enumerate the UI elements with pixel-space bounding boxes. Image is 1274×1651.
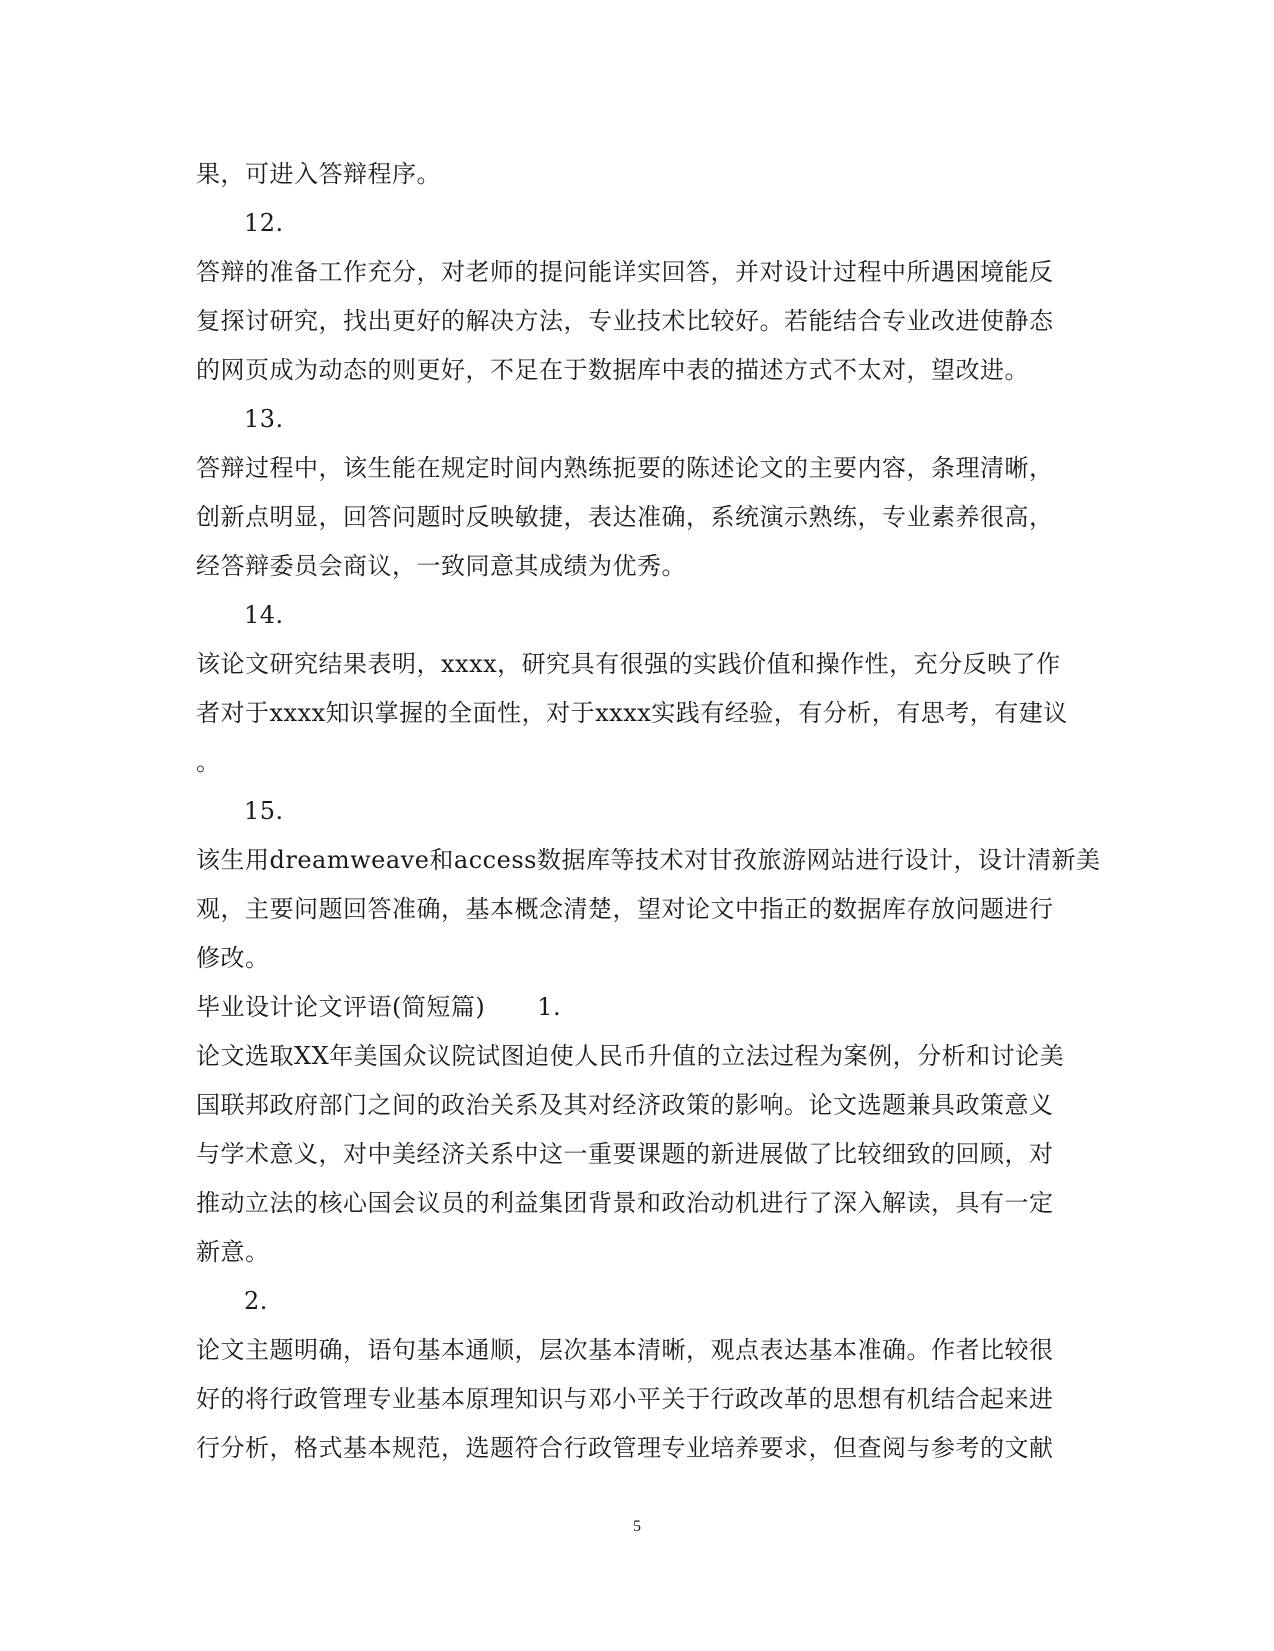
item-number-2: 2. — [244, 1287, 268, 1315]
text-line: 好的将行政管理专业基本原理知识与邓小平关于行政改革的思想有机结合起来进 — [196, 1385, 1054, 1413]
text-line: 答辩的准备工作充分，对老师的提问能详实回答，并对设计过程中所遇困境能反 — [196, 258, 1054, 286]
document-body — [196, 150, 1101, 1473]
section-heading — [196, 983, 1076, 1032]
text-line: 复探讨研究，找出更好的解决方法，专业技术比较好。若能结合专业改进使静态 — [196, 307, 1054, 335]
text-line: 推动立法的核心国会议员的利益集团背景和政治动机进行了深入解读，具有一定 — [196, 1189, 1054, 1217]
item-number-14: 14. — [244, 601, 284, 629]
item-number-13: 13. — [244, 405, 284, 433]
text-line: 论文选取XX年美国众议院试图迫使人民币升值的立法过程为案例，分析和讨论美 — [196, 1042, 1065, 1070]
text-line: 果，可进入答辩程序。 — [196, 160, 441, 188]
item-number-12: 12. — [244, 209, 284, 237]
text-line: 者对于xxxx知识掌握的全面性，对于xxxx实践有经验，有分析，有思考，有建议 — [196, 699, 1068, 727]
text-line: 答辩过程中，该生能在规定时间内熟练扼要的陈述论文的主要内容，条理清晰， — [196, 454, 1054, 482]
item-number-1: 1. — [537, 993, 562, 1021]
text-line: 观，主要问题回答准确，基本概念清楚，望对论文中指正的数据库存放问题进行 — [196, 895, 1054, 923]
text-line: 与学术意义，对中美经济关系中这一重要课题的新进展做了比较细致的回顾，对 — [196, 1140, 1054, 1168]
text-line: 创新点明显，回答问题时反映敏捷，表达准确，系统演示熟练，专业素养很高， — [196, 503, 1054, 531]
text-line: 新意。 — [196, 1238, 270, 1266]
text-line: 该生用dreamweave和access数据库等技术对甘孜旅游网站进行设计，设计清新美 — [196, 846, 1101, 874]
page-number: 5 — [633, 1518, 641, 1535]
text-line: 行分析，格式基本规范，选题符合行政管理专业培养要求，但查阅与参考的文献 — [196, 1434, 1054, 1462]
text-line: 。 — [196, 748, 221, 776]
text-line: 经答辩委员会商议，一致同意其成绩为优秀。 — [196, 552, 686, 580]
text-line: 该论文研究结果表明，xxxx，研究具有很强的实践价值和操作性，充分反映了作 — [196, 650, 1061, 678]
text-line: 论文主题明确，语句基本通顺，层次基本清晰，观点表达基本准确。作者比较很 — [196, 1336, 1054, 1364]
text-line: 国联邦政府部门之间的政治关系及其对经济政策的影响。论文选题兼具政策意义 — [196, 1091, 1054, 1119]
section-heading-title: 毕业设计论文评语(简短篇) — [196, 993, 486, 1021]
text-line: 修改。 — [196, 944, 270, 972]
item-number-15: 15. — [244, 797, 284, 825]
text-line: 的网页成为动态的则更好，不足在于数据库中表的描述方式不太对，望改进。 — [196, 356, 1029, 384]
